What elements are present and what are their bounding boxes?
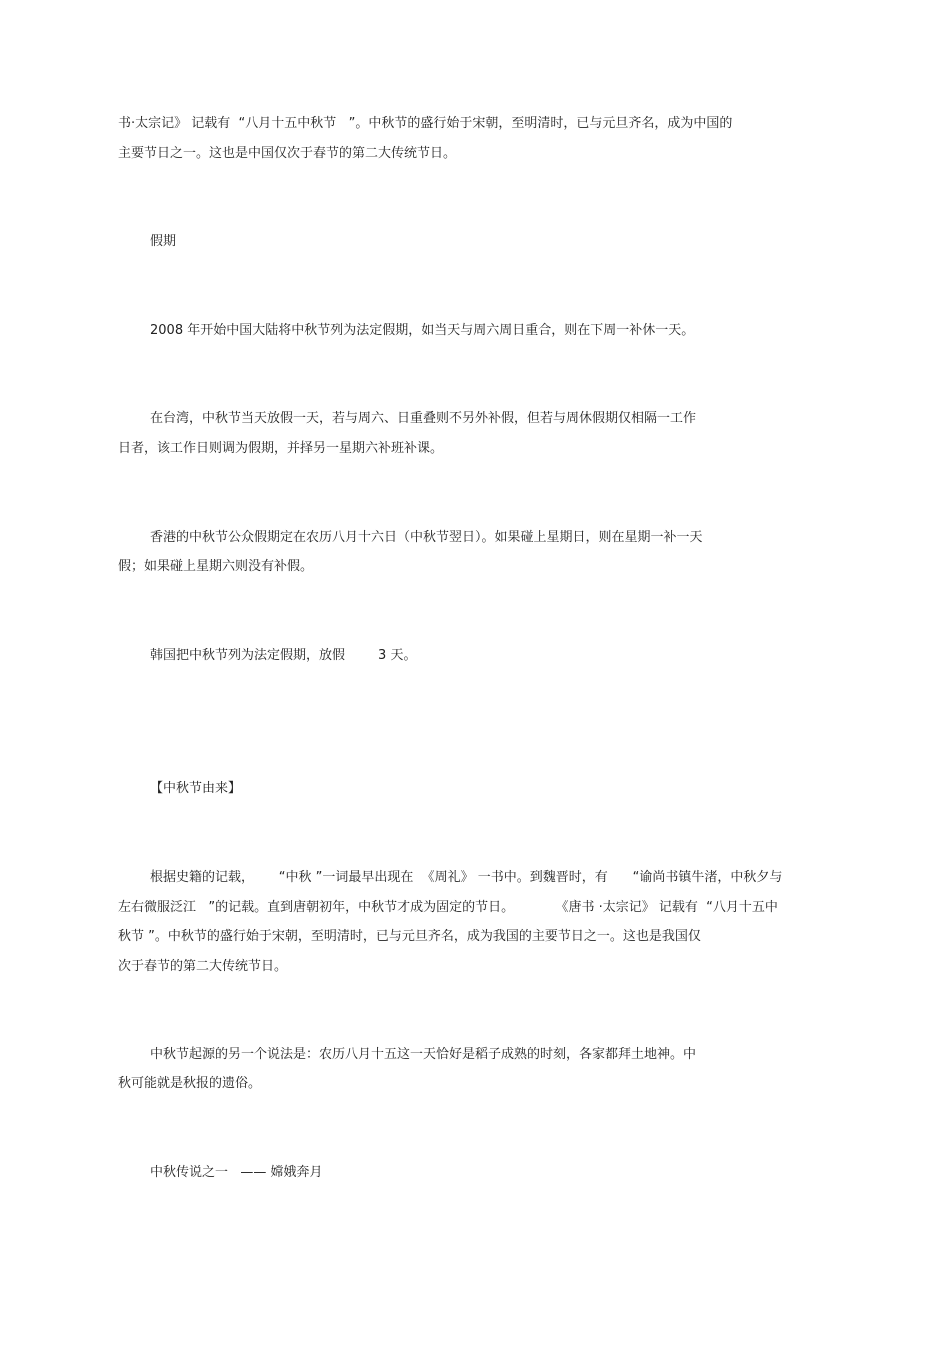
- section-heading-holiday: 假期: [150, 234, 177, 249]
- text-line: 根据史籍的记载， “中秋 ”一词最早出现在 《周礼》 一书中。到魏晋时，有 “谕尚书镇牛渚，中秋夕与: [150, 870, 783, 885]
- text-line: 日者，该工作日则调为假期，并择另一星期六补班补课。: [118, 441, 444, 456]
- text-line: 左右微服泛江 ”的记载。直到唐朝初年，中秋节才成为固定的节日。 《唐书 ·太宗记》 记载有 “八月十五中: [118, 900, 778, 915]
- text-line: 中秋节起源的另一个说法是：农历八月十五这一天恰好是稻子成熟的时刻，各家都拜土地神。中: [150, 1047, 697, 1062]
- text-line: 2008 年开始中国大陆将中秋节列为法定假期，如当天与周六周日重合，则在下周一补休一天。: [150, 323, 695, 338]
- text-line: 主要节日之一。这也是中国仅次于春节的第二大传统节日。: [118, 146, 457, 161]
- text-line: 在台湾，中秋节当天放假一天，若与周六、日重叠则不另外补假，但若与周休假期仅相隔一工作: [150, 411, 697, 426]
- text-line: 韩国把中秋节列为法定假期，放假 3 天。: [150, 648, 417, 663]
- section-heading-origin: 【中秋节由来】: [150, 781, 242, 796]
- section-heading-legend: 中秋传说之一 —— 嫦娥奔月: [150, 1165, 323, 1180]
- text-line: 次于春节的第二大传统节日。: [118, 959, 288, 974]
- text-line: 书·太宗记》 记载有 “八月十五中秋节 ”。中秋节的盛行始于宋朝，至明清时，已与元旦齐名，成为中国的: [118, 116, 733, 131]
- text-line: 秋节 ”。中秋节的盛行始于宋朝，至明清时，已与元旦齐名，成为我国的主要节日之一。这也是我国仅: [118, 929, 701, 944]
- text-line: 香港的中秋节公众假期定在农历八月十六日（中秋节翌日）。如果碰上星期日，则在星期一补一天: [150, 530, 703, 545]
- text-line: 秋可能就是秋报的遗俗。: [118, 1076, 262, 1091]
- text-line: 假；如果碰上星期六则没有补假。: [118, 559, 314, 574]
